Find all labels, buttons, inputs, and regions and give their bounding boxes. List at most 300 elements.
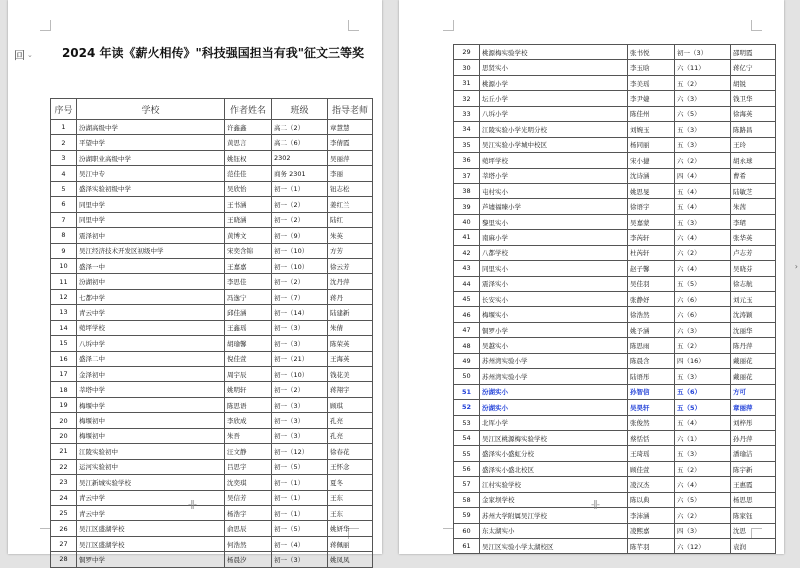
table-row xyxy=(454,91,776,106)
table-row xyxy=(454,230,776,245)
cell-author: 吕思宇 xyxy=(225,459,272,474)
cell-teacher: 王惠霞 xyxy=(731,477,776,492)
cell-teacher: 王东 xyxy=(328,505,373,520)
cell-school: 盛泽实小盛虹分校 xyxy=(480,446,628,461)
cell-school: 同里实小 xyxy=(480,261,628,276)
cell-teacher: 陆建新 xyxy=(328,305,373,320)
cell-index: 8 xyxy=(51,228,77,243)
cell-teacher: 蒋翔宇 xyxy=(328,382,373,397)
cell-teacher: 朱茜 xyxy=(731,199,776,214)
crop-mark xyxy=(348,20,359,31)
cell-teacher: 李丽 xyxy=(328,166,373,181)
cell-index: 20 xyxy=(51,413,77,428)
cell-index: 58 xyxy=(454,492,480,507)
table-row xyxy=(454,307,776,322)
table-row xyxy=(454,369,776,384)
cell-class: 六（3） xyxy=(675,322,731,337)
cell-class: 六（1） xyxy=(675,430,731,445)
table-row xyxy=(454,430,776,445)
cell-school: 吴江区盛湖学校 xyxy=(77,521,225,536)
cell-index: 16 xyxy=(51,351,77,366)
cell-teacher: 陈丹萍 xyxy=(731,338,776,353)
table-row xyxy=(454,292,776,307)
cell-class: 六（4） xyxy=(675,261,731,276)
cell-class: 五（3） xyxy=(675,137,731,152)
table-row xyxy=(51,305,373,320)
cell-index: 20 xyxy=(51,428,77,443)
page-break-mark: -‖- xyxy=(591,500,599,510)
cell-school: 菀坪学校 xyxy=(77,320,225,335)
cell-author: 王嘉嘉 xyxy=(225,258,272,273)
cell-author: 李芮轩 xyxy=(628,230,675,245)
cell-school: 梅堰实小 xyxy=(480,307,628,322)
cell-school: 吴江中专 xyxy=(77,166,225,181)
cell-author: 姚予涵 xyxy=(628,322,675,337)
cell-index: 36 xyxy=(454,153,480,168)
award-table-right xyxy=(453,44,776,554)
cell-index: 40 xyxy=(454,214,480,229)
cell-index: 18 xyxy=(51,382,77,397)
cell-author: 王鑫瑶 xyxy=(225,320,272,335)
table-row xyxy=(454,446,776,461)
cell-class: 初一（4） xyxy=(272,536,328,551)
cell-school: 平望中学 xyxy=(77,135,225,150)
cell-teacher: 章丽萍 xyxy=(731,400,776,415)
cell-author: 陆语彤 xyxy=(628,369,675,384)
cell-index: 52 xyxy=(454,400,480,415)
table-row xyxy=(51,120,373,135)
table-row xyxy=(454,415,776,430)
cell-class: 四（4） xyxy=(675,168,731,183)
cell-class: 初一（10） xyxy=(272,367,328,382)
cell-index: 61 xyxy=(454,539,480,554)
cell-teacher: 邵明霞 xyxy=(731,45,776,60)
cell-author: 冯逸宁 xyxy=(225,289,272,304)
cell-teacher: 朱英 xyxy=(328,228,373,243)
cell-school: 青云中学 xyxy=(77,490,225,505)
cell-index: 7 xyxy=(51,212,77,227)
cell-class: 五（2） xyxy=(675,75,731,90)
cell-class: 初一（2） xyxy=(272,197,328,212)
cell-index: 59 xyxy=(454,508,480,523)
cell-teacher: 蒋佩丽 xyxy=(328,536,373,551)
cell-author: 陈晨含 xyxy=(628,353,675,368)
cell-class: 高二（6） xyxy=(272,135,328,150)
cell-author: 吴佳羽 xyxy=(628,276,675,291)
cell-teacher: 胡永球 xyxy=(731,153,776,168)
table-header-row xyxy=(51,99,373,120)
cell-teacher: 王怀念 xyxy=(328,459,373,474)
table-row xyxy=(51,135,373,150)
cell-teacher: 张华英 xyxy=(731,230,776,245)
cell-school: 苏州湾实验小学 xyxy=(480,353,628,368)
cell-index: 47 xyxy=(454,322,480,337)
cell-teacher: 陈家钰 xyxy=(731,508,776,523)
cell-school: 金家坝学校 xyxy=(480,492,628,507)
cell-author: 吴昊轩 xyxy=(628,400,675,415)
cell-class: 初一（3） xyxy=(272,397,328,412)
cell-author: 沈诗涵 xyxy=(628,168,675,183)
cell-school: 吴江区实验小学太湖校区 xyxy=(480,539,628,554)
cell-school: 屯村实小 xyxy=(480,183,628,198)
cell-class: 初一（1） xyxy=(272,181,328,196)
cell-teacher: 王玲 xyxy=(731,137,776,152)
cell-author: 凌汉杰 xyxy=(628,477,675,492)
cell-index: 37 xyxy=(454,168,480,183)
cell-class: 五（5） xyxy=(675,276,731,291)
crop-mark xyxy=(443,20,454,31)
cell-class: 五（3） xyxy=(675,122,731,137)
cell-author: 蔡恬恬 xyxy=(628,430,675,445)
cell-school: 桃源梅实验学校 xyxy=(480,45,628,60)
cell-author: 杨浩宇 xyxy=(225,505,272,520)
header-author: 作者姓名 xyxy=(225,99,272,120)
cell-index: 38 xyxy=(454,183,480,198)
cell-index: 9 xyxy=(51,243,77,258)
cell-school: 苏州湾实验小学 xyxy=(480,369,628,384)
cell-teacher: 曹希 xyxy=(731,168,776,183)
cell-teacher: 徐海英 xyxy=(731,106,776,121)
cell-index: 6 xyxy=(51,197,77,212)
cell-school: 吴江经济技术开发区初级中学 xyxy=(77,243,225,258)
cell-index: 55 xyxy=(454,446,480,461)
cell-teacher: 沈丽华 xyxy=(731,322,776,337)
table-row xyxy=(454,75,776,90)
cell-school: 吴江实验小学城中校区 xyxy=(480,137,628,152)
cell-author: 吴欣怡 xyxy=(225,181,272,196)
cell-class: 五（6） xyxy=(675,384,731,399)
cell-class: 初一（5） xyxy=(272,459,328,474)
cell-class: 六（4） xyxy=(675,477,731,492)
cell-teacher: 钮志松 xyxy=(328,181,373,196)
cell-school: 震泽初中 xyxy=(77,228,225,243)
cell-school: 铜罗中学 xyxy=(77,552,225,567)
table-row xyxy=(454,276,776,291)
cell-index: 5 xyxy=(51,181,77,196)
cell-school: 黎里实小 xyxy=(480,214,628,229)
table-row xyxy=(454,508,776,523)
cell-index: 32 xyxy=(454,91,480,106)
cell-author: 陈佳州 xyxy=(628,106,675,121)
document-title: 2024 年读《薪火相传》"科技强国担当有我"征文三等奖 xyxy=(61,46,365,60)
cell-teacher: 钱卫华 xyxy=(731,91,776,106)
cell-author: 张静妤 xyxy=(628,292,675,307)
cell-author: 王琦瑶 xyxy=(628,446,675,461)
header-class: 班级 xyxy=(272,99,328,120)
cell-class: 初一（12） xyxy=(272,444,328,459)
cell-class: 初一（7） xyxy=(272,289,328,304)
cell-class: 五（4） xyxy=(675,183,731,198)
cell-author: 赵子馨 xyxy=(628,261,675,276)
cell-school: 东太湖实小 xyxy=(480,523,628,538)
cell-teacher: 陈路昌 xyxy=(731,122,776,137)
cell-index: 60 xyxy=(454,523,480,538)
chevron-down-icon: ⌄ xyxy=(27,51,33,59)
cell-school: 吴江区桃源梅实验学校 xyxy=(480,430,628,445)
cell-author: 杨同丽 xyxy=(628,137,675,152)
cell-class: 六（11） xyxy=(675,60,731,75)
cell-class: 2302 xyxy=(272,150,328,165)
cell-index: 17 xyxy=(51,367,77,382)
cell-school: 江陵实验初中 xyxy=(77,444,225,459)
cell-author: 俞思辰 xyxy=(225,521,272,536)
table-row xyxy=(454,199,776,214)
cell-index: 48 xyxy=(454,338,480,353)
cell-class: 初一（5） xyxy=(272,521,328,536)
cell-index: 12 xyxy=(51,289,77,304)
cell-author: 沈奕琪 xyxy=(225,475,272,490)
table-row xyxy=(51,521,373,536)
cell-author: 宋奕含锦 xyxy=(225,243,272,258)
cell-school: 梅堰初中 xyxy=(77,413,225,428)
cell-index: 41 xyxy=(454,230,480,245)
cell-school: 吴越实小 xyxy=(480,338,628,353)
cell-author: 宋小捷 xyxy=(628,153,675,168)
cell-teacher: 李珺 xyxy=(731,214,776,229)
cell-school: 思贤实小 xyxy=(480,60,628,75)
cell-author: 陈思语 xyxy=(225,397,272,412)
cell-school: 同里中学 xyxy=(77,197,225,212)
cell-teacher: 朱倩 xyxy=(328,320,373,335)
cell-index: 43 xyxy=(454,261,480,276)
cell-class: 初一（3） xyxy=(272,428,328,443)
cell-class: 初一（21） xyxy=(272,351,328,366)
table-row xyxy=(51,444,373,459)
table-row xyxy=(51,490,373,505)
cell-author: 李沛涵 xyxy=(628,508,675,523)
cell-school: 北厍小学 xyxy=(480,415,628,430)
cell-class: 六（6） xyxy=(675,307,731,322)
cell-index: 3 xyxy=(51,150,77,165)
cell-class: 初一（3） xyxy=(675,45,731,60)
cell-author: 李欣成 xyxy=(225,413,272,428)
cell-teacher: 钱花美 xyxy=(328,367,373,382)
cell-index: 33 xyxy=(454,106,480,121)
document-page-left xyxy=(8,0,382,564)
table-row xyxy=(454,214,776,229)
table-row xyxy=(454,137,776,152)
table-row xyxy=(454,492,776,507)
cell-class: 五（3） xyxy=(675,369,731,384)
table-row xyxy=(454,122,776,137)
cell-author: 胡瑜馨 xyxy=(225,336,272,351)
cell-school: 同里中学 xyxy=(77,212,225,227)
table-row xyxy=(51,351,373,366)
table-row xyxy=(454,461,776,476)
cell-author: 李思佳 xyxy=(225,274,272,289)
cell-school: 盛泽实小盛北校区 xyxy=(480,461,628,476)
cell-school: 坛丘小学 xyxy=(480,91,628,106)
cell-index: 19 xyxy=(51,397,77,412)
cell-index: 46 xyxy=(454,307,480,322)
table-row xyxy=(51,397,373,412)
cell-class: 商务 2301 xyxy=(272,166,328,181)
cell-class: 高二（2） xyxy=(272,120,328,135)
cell-index: 27 xyxy=(51,536,77,551)
table-row xyxy=(51,382,373,397)
cell-class: 六（3） xyxy=(675,91,731,106)
table-row xyxy=(454,245,776,260)
cell-index: 34 xyxy=(454,122,480,137)
cell-class: 五（2） xyxy=(675,338,731,353)
cell-author: 吴嘉蒙 xyxy=(628,214,675,229)
cell-index: 24 xyxy=(51,490,77,505)
cell-index: 53 xyxy=(454,415,480,430)
cell-teacher: 王海英 xyxy=(328,351,373,366)
cell-class: 五（5） xyxy=(675,400,731,415)
cell-school: 汾湖初中 xyxy=(77,274,225,289)
cell-teacher: 沈涛颖 xyxy=(731,307,776,322)
cell-school: 七都中学 xyxy=(77,289,225,304)
cell-author: 陈以典 xyxy=(628,492,675,507)
cell-index: 23 xyxy=(51,475,77,490)
cell-author: 张书悦 xyxy=(628,45,675,60)
cell-author: 黄思言 xyxy=(225,135,272,150)
cell-index: 13 xyxy=(51,305,77,320)
cell-class: 初一（3） xyxy=(272,413,328,428)
cell-teacher: 徐志航 xyxy=(731,276,776,291)
cell-teacher: 刘梓彤 xyxy=(731,415,776,430)
cell-index: 11 xyxy=(51,274,77,289)
cell-school: 汾湖高级中学 xyxy=(77,120,225,135)
table-row xyxy=(454,400,776,415)
cell-index: 26 xyxy=(51,521,77,536)
cell-author: 姚钰权 xyxy=(225,150,272,165)
cell-class: 初一（3） xyxy=(272,336,328,351)
cell-teacher: 沈丹萍 xyxy=(328,274,373,289)
cell-class: 初一（1） xyxy=(272,505,328,520)
cell-index: 4 xyxy=(51,166,77,181)
cell-teacher: 袁润 xyxy=(731,539,776,554)
cell-school: 青云中学 xyxy=(77,505,225,520)
table-row xyxy=(454,183,776,198)
cell-school: 江陵实验小学光明分校 xyxy=(480,122,628,137)
cell-class: 四（16） xyxy=(675,353,731,368)
cell-school: 芦墟福臻小学 xyxy=(480,199,628,214)
cell-teacher: 孔亮 xyxy=(328,428,373,443)
cell-teacher: 陆敏芝 xyxy=(731,183,776,198)
table-row xyxy=(51,228,373,243)
cell-school: 八都学校 xyxy=(480,245,628,260)
cell-index: 57 xyxy=(454,477,480,492)
cell-author: 范佳佳 xyxy=(225,166,272,181)
cell-teacher: 顾琪 xyxy=(328,397,373,412)
cell-class: 初一（14） xyxy=(272,305,328,320)
cell-index: 35 xyxy=(454,137,480,152)
cell-class: 五（3） xyxy=(675,446,731,461)
cell-author: 倪佳萱 xyxy=(225,351,272,366)
table-row xyxy=(454,168,776,183)
cell-index: 54 xyxy=(454,430,480,445)
table-row xyxy=(51,181,373,196)
cell-school: 菀坪学校 xyxy=(480,153,628,168)
table-row xyxy=(454,106,776,121)
cell-author: 姚思旻 xyxy=(628,183,675,198)
table-row xyxy=(51,428,373,443)
cell-author: 李美瑶 xyxy=(628,75,675,90)
cell-author: 徐浩然 xyxy=(628,307,675,322)
table-row xyxy=(51,536,373,551)
view-mode-button[interactable] xyxy=(14,47,33,63)
cell-index: 45 xyxy=(454,292,480,307)
scroll-arrow-icon[interactable]: › xyxy=(794,262,798,271)
table-row xyxy=(454,477,776,492)
table-row xyxy=(51,243,373,258)
cell-school: 汾湖职业高级中学 xyxy=(77,150,225,165)
cell-author: 朱吾 xyxy=(225,428,272,443)
cell-school: 南麻小学 xyxy=(480,230,628,245)
cell-index: 25 xyxy=(51,505,77,520)
table-row xyxy=(51,150,373,165)
cell-teacher: 刘元玉 xyxy=(731,292,776,307)
table-row xyxy=(454,353,776,368)
table-row xyxy=(51,475,373,490)
table-row xyxy=(454,523,776,538)
cell-teacher: 潘瑜洁 xyxy=(731,446,776,461)
view-mode-icon: 回 xyxy=(14,49,25,62)
table-row xyxy=(51,552,373,567)
table-row xyxy=(454,322,776,337)
cell-school: 梅堰中学 xyxy=(77,397,225,412)
cell-class: 六（2） xyxy=(675,245,731,260)
cell-index: 15 xyxy=(51,336,77,351)
cell-author: 刘婉玉 xyxy=(628,122,675,137)
cell-index: 39 xyxy=(454,199,480,214)
cell-author: 何浩然 xyxy=(225,536,272,551)
cell-class: 五（2） xyxy=(675,461,731,476)
cell-class: 五（4） xyxy=(675,199,731,214)
cell-school: 运河实验初中 xyxy=(77,459,225,474)
cell-author: 李玉晗 xyxy=(628,60,675,75)
table-row xyxy=(51,505,373,520)
cell-teacher: 夏冬 xyxy=(328,475,373,490)
cell-class: 初一（10） xyxy=(272,243,328,258)
cell-school: 盛泽实验初级中学 xyxy=(77,181,225,196)
cell-school: 江村实验学校 xyxy=(480,477,628,492)
cell-school: 八坼中学 xyxy=(77,336,225,351)
cell-author: 黄博文 xyxy=(225,228,272,243)
header-index: 序号 xyxy=(51,99,77,120)
cell-teacher: 胡锐 xyxy=(731,75,776,90)
cell-class: 初一（3） xyxy=(272,320,328,335)
cell-class: 六（5） xyxy=(675,492,731,507)
cell-index: 50 xyxy=(454,369,480,384)
cell-class: 初一（10） xyxy=(272,258,328,273)
cell-teacher: 方可 xyxy=(731,384,776,399)
cell-teacher: 戴丽花 xyxy=(731,353,776,368)
cell-teacher: 姚妍华 xyxy=(328,521,373,536)
cell-teacher: 蒋亿宁 xyxy=(731,60,776,75)
cell-author: 杜芮轩 xyxy=(628,245,675,260)
cell-teacher: 李倩霞 xyxy=(328,135,373,150)
cell-school: 青云中学 xyxy=(77,305,225,320)
cell-school: 汾湖实小 xyxy=(480,384,628,399)
table-row xyxy=(51,367,373,382)
cell-class: 初一（1） xyxy=(272,490,328,505)
table-row xyxy=(51,166,373,181)
cell-index: 31 xyxy=(454,75,480,90)
cell-author: 张俊然 xyxy=(628,415,675,430)
cell-teacher: 徐春花 xyxy=(328,444,373,459)
cell-teacher: 陆红 xyxy=(328,212,373,227)
cell-class: 初一（9） xyxy=(272,228,328,243)
crop-mark xyxy=(751,20,762,31)
cell-class: 四（3） xyxy=(675,523,731,538)
crop-mark xyxy=(40,20,51,31)
cell-teacher: 卢志芳 xyxy=(731,245,776,260)
cell-author: 王书涵 xyxy=(225,197,272,212)
table-row xyxy=(51,289,373,304)
